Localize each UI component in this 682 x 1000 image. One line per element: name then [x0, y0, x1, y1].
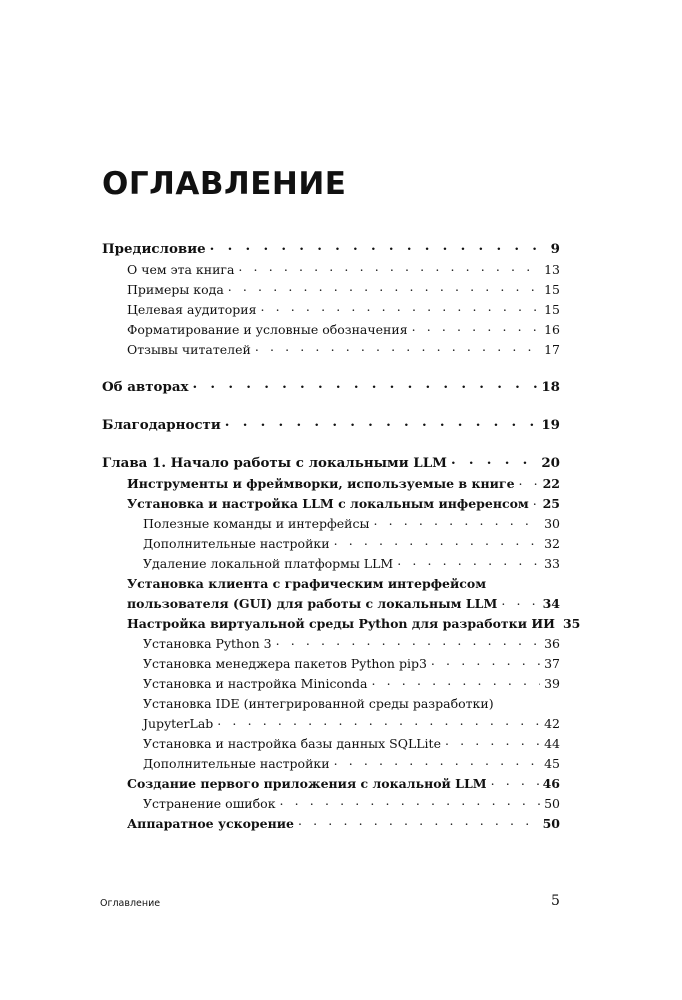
toc-entry-page: 46 [542, 776, 560, 791]
page-number: 5 [551, 893, 560, 909]
toc-entry-label: Целевая аудитория [127, 302, 257, 317]
leader-dots [451, 449, 537, 471]
toc-entry[interactable] [102, 452, 560, 474]
toc-entry-label: Установка Python 3 [143, 636, 272, 651]
leader-dots [217, 711, 540, 731]
toc-entry-label: Дополнительные настройки [143, 756, 330, 771]
toc-section-authors [102, 376, 560, 398]
leader-dots [276, 631, 541, 651]
toc-entry-label: Создание первого приложения с локальной LLM [127, 776, 487, 791]
toc-section-acknowledgements [102, 414, 560, 436]
toc-entry-page: 13 [544, 262, 560, 277]
toc-entry-page: 16 [544, 322, 560, 337]
toc-entry-label: Установка и настройка LLM с локальным инференсом [127, 496, 529, 511]
toc-entry[interactable] [102, 814, 560, 834]
toc-entry-page: 15 [544, 302, 560, 317]
toc-entry[interactable] [102, 376, 560, 398]
toc-entry-label: Предисловие [102, 241, 206, 257]
toc-entry[interactable] [102, 340, 560, 360]
toc-entry-page: 33 [544, 556, 560, 571]
toc-entry-page: 17 [544, 342, 560, 357]
leader-dots [372, 671, 541, 691]
toc-entry-page: 42 [544, 716, 560, 731]
toc-entry-label: Установка и настройка базы данных SQLLite [143, 736, 441, 751]
toc-entry-label: Настройка виртуальной среды Python для разработки ИИ [127, 616, 555, 631]
toc-entry-label-continued: пользователя (GUI) для работы с локальным LLM [127, 596, 498, 611]
toc-entry-label: Удаление локальной платформы LLM [143, 556, 394, 571]
leader-dots [373, 511, 540, 531]
toc-entry-label: Инструменты и фреймворки, используемые в книге [127, 476, 515, 491]
toc-entry-page: 36 [544, 636, 560, 651]
toc-entry-label-continued: JupyterLab [143, 716, 214, 731]
leader-dots [210, 235, 542, 257]
leader-dots [298, 811, 539, 831]
leader-dots [431, 651, 540, 671]
toc-entry-page: 50 [544, 796, 560, 811]
toc-entry-page: 39 [544, 676, 560, 691]
toc-entry[interactable] [102, 414, 560, 436]
running-footer-section: Оглавление [100, 898, 161, 909]
table-of-contents [102, 238, 581, 850]
toc-entry-label: Аппаратное ускорение [127, 816, 294, 831]
toc-entry-page: 19 [541, 417, 560, 433]
leader-dots [519, 471, 539, 491]
leader-dots [501, 591, 538, 611]
leader-dots [533, 491, 539, 511]
toc-entry-line-2[interactable] [102, 594, 560, 614]
toc-entry-label: Установка менеджера пакетов Python pip3 [143, 656, 427, 671]
toc-entry-page: 9 [550, 241, 560, 257]
toc-entry-label: Форматирование и условные обозначения [127, 322, 408, 337]
toc-entry-page: 45 [544, 756, 560, 771]
leader-dots [238, 257, 540, 277]
leader-dots [491, 771, 539, 791]
toc-entry-label: Установка IDE (интегрированной среды разработки) [143, 696, 494, 711]
leader-dots [260, 297, 540, 317]
page-title: ОГЛАВЛЕНИЕ [102, 166, 347, 202]
toc-entry-label: Установка и настройка Miniconda [143, 676, 368, 691]
leader-dots [397, 551, 540, 571]
toc-entry[interactable] [102, 474, 560, 494]
toc-entry-page: 30 [544, 516, 560, 531]
toc-entry-page: 35 [562, 616, 581, 631]
toc-entry-page: 18 [541, 379, 560, 395]
toc-section-chapter-1 [102, 452, 581, 834]
leader-dots [445, 731, 540, 751]
toc-entry-page: 22 [542, 476, 560, 491]
toc-entry-page: 32 [544, 536, 560, 551]
toc-entry-page: 20 [541, 455, 560, 471]
toc-section-preface [102, 238, 560, 360]
leader-dots [228, 277, 540, 297]
toc-entry-line-1[interactable] [102, 574, 560, 594]
toc-entry-label: Примеры кода [127, 282, 224, 297]
toc-entry-label: Об авторах [102, 379, 189, 395]
leader-dots [225, 411, 538, 433]
toc-entry-page: 44 [544, 736, 560, 751]
toc-entry-page: 15 [544, 282, 560, 297]
leader-dots [334, 531, 541, 551]
toc-entry-page: 25 [542, 496, 560, 511]
toc-entry-label: Благодарности [102, 417, 221, 433]
toc-entry-label: Глава 1. Начало работы с локальными LLM [102, 455, 447, 471]
toc-entry[interactable] [102, 554, 560, 574]
toc-entry-label: Полезные команды и интерфейсы [143, 516, 370, 531]
toc-entry[interactable] [102, 674, 560, 694]
toc-entry-label: О чем эта книга [127, 262, 235, 277]
leader-dots [255, 337, 540, 357]
toc-entry-label: Установка клиента с графическим интерфейсом [127, 576, 487, 591]
leader-dots [193, 373, 538, 395]
toc-entry-page: 34 [542, 596, 560, 611]
toc-entry-label: Дополнительные настройки [143, 536, 330, 551]
toc-entry-label: Отзывы читателей [127, 342, 251, 357]
toc-entry-page: 50 [542, 816, 560, 831]
toc-entry-page: 37 [544, 656, 560, 671]
toc-entry-label: Устранение ошибок [143, 796, 276, 811]
leader-dots [334, 751, 541, 771]
leader-dots [280, 791, 541, 811]
leader-dots [412, 317, 541, 337]
